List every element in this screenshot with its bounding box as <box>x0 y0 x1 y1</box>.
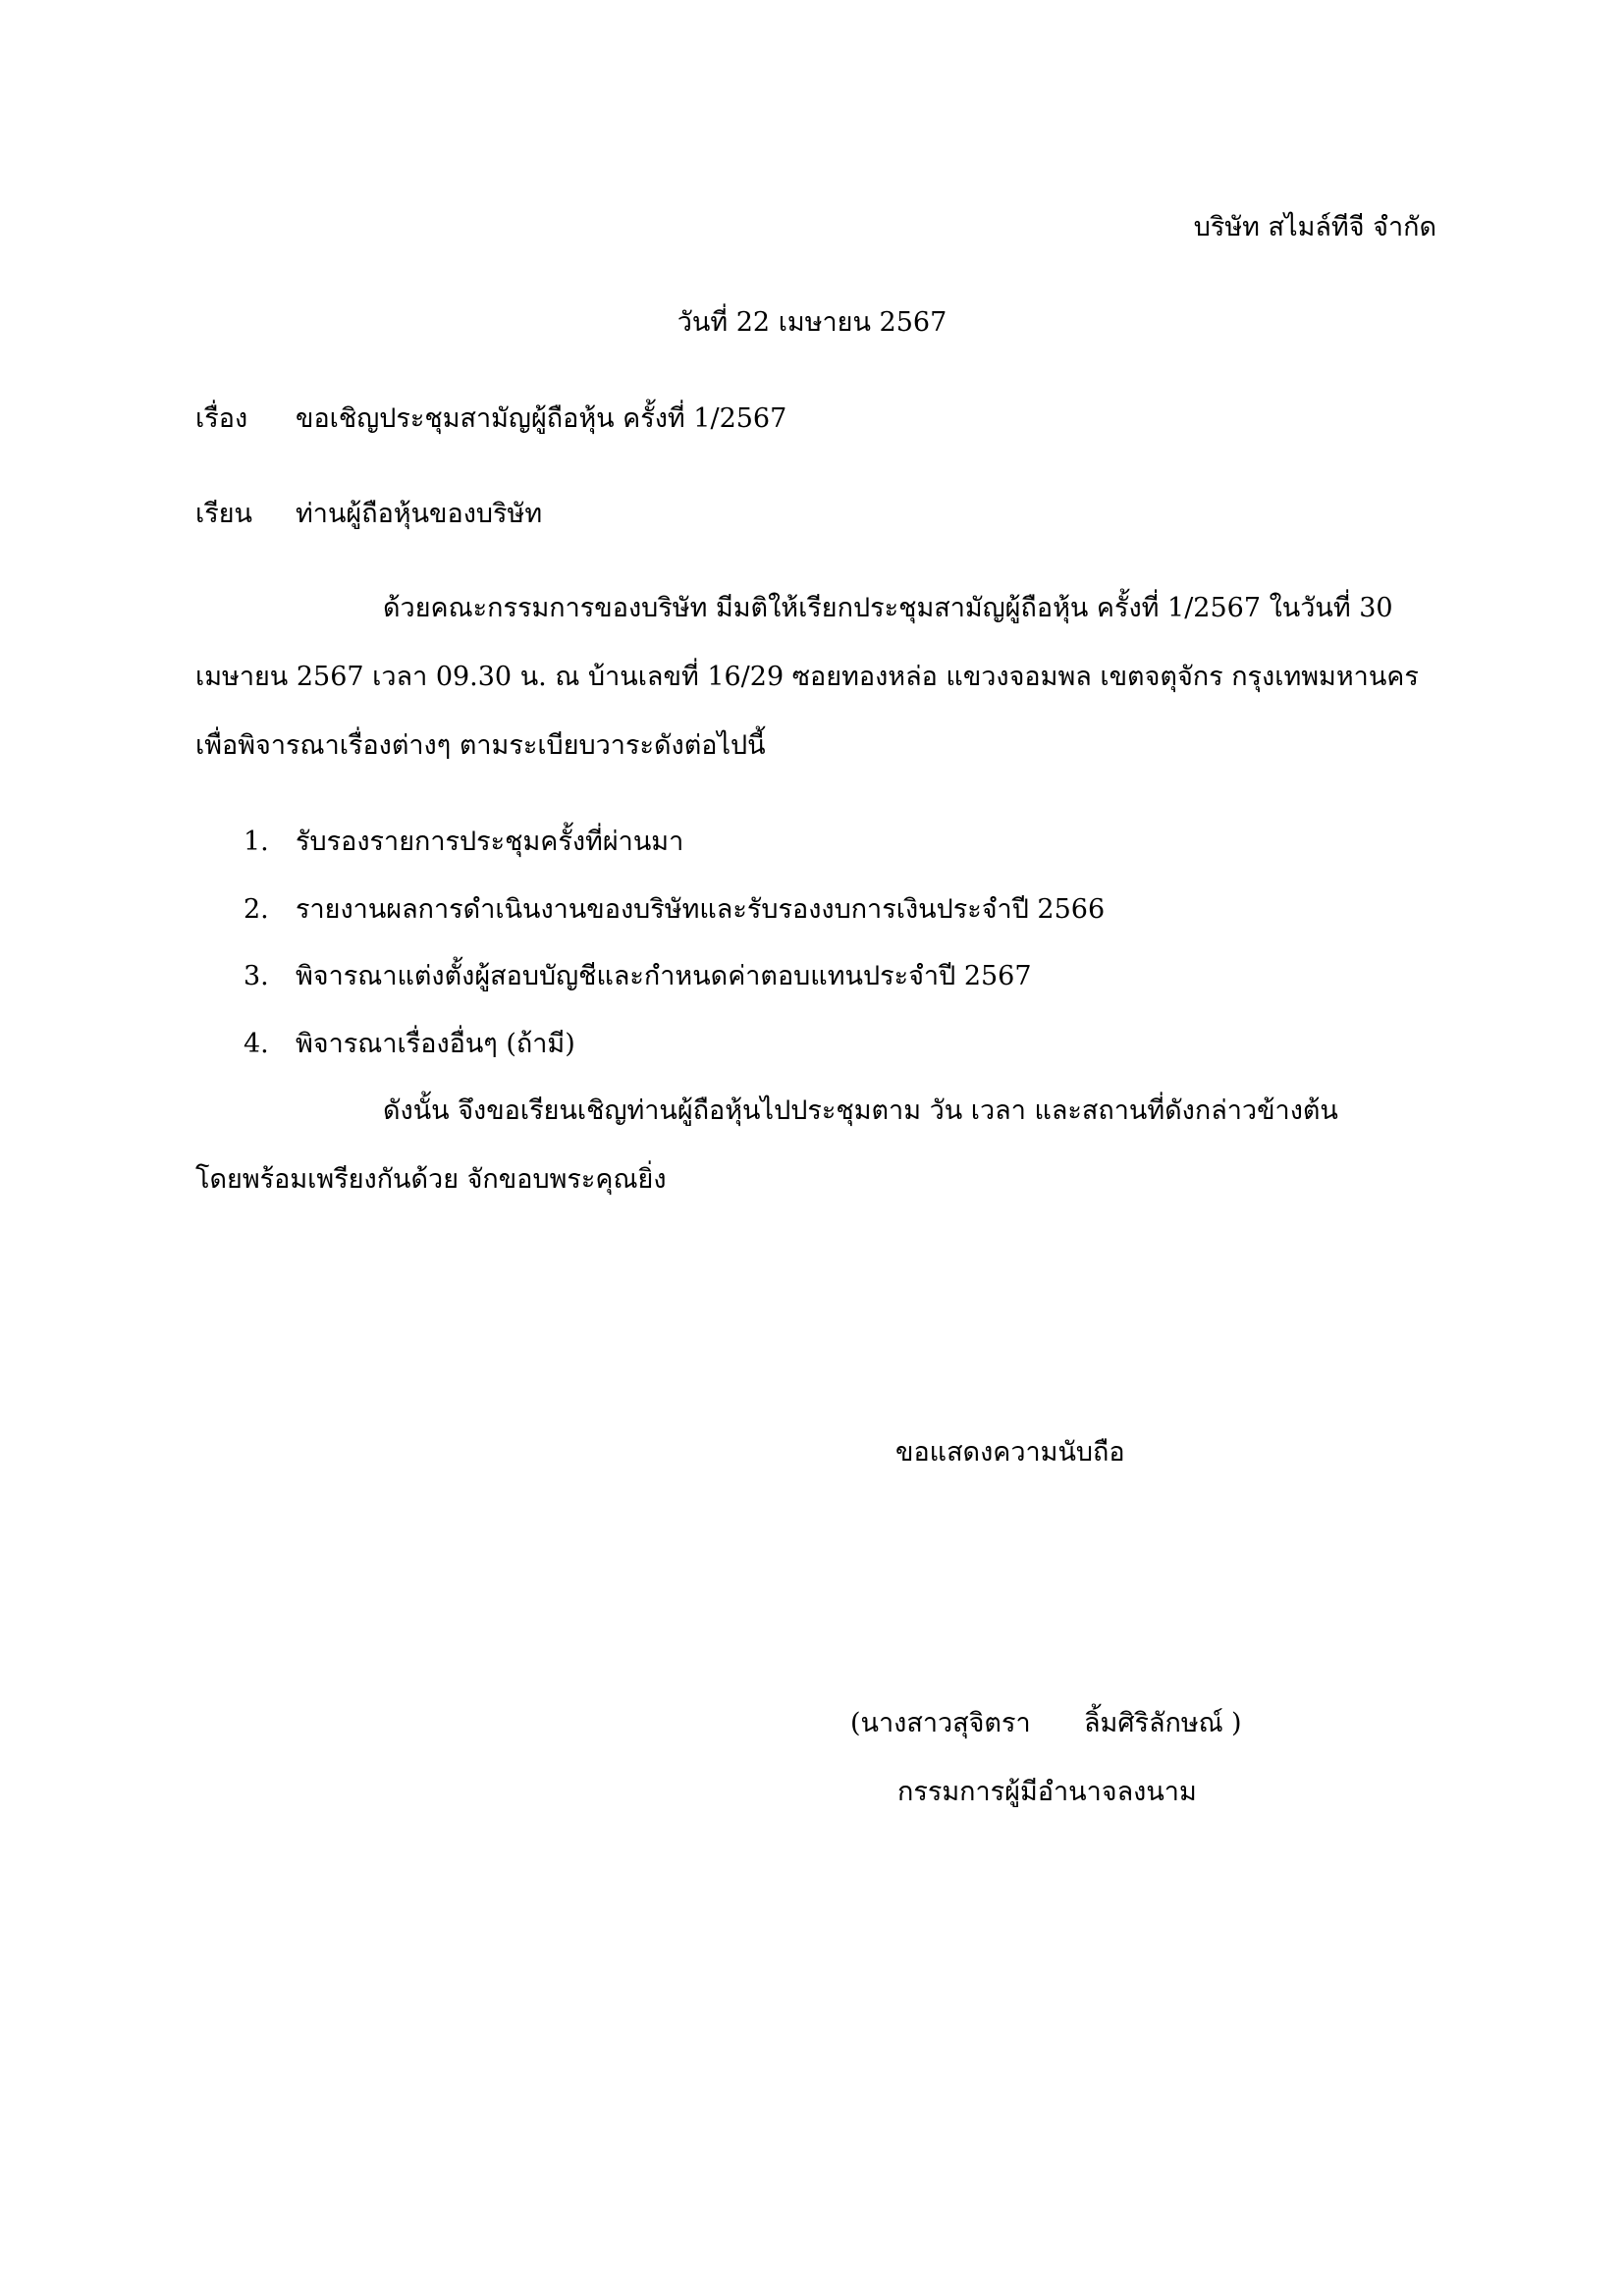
body-line: เพื่อพิจารณาเรื่องต่างๆ ตามระเบียบวาระดังต่อไปนี้ <box>195 730 766 761</box>
agenda-item-number: 1. <box>244 827 269 857</box>
closing-line: ดังนั้น จึงขอเรียนเชิญท่านผู้ถือหุ้นไปประชุมตาม วัน เวลา และสถานที่ดังกล่าวข้างต้น <box>383 1095 1338 1126</box>
subject-text: ขอเชิญประชุมสามัญผู้ถือหุ้น ครั้งที่ 1/2567 <box>296 403 787 434</box>
agenda-item-number: 4. <box>244 1029 269 1059</box>
closing-line: โดยพร้อมเพรียงกันด้วย จักขอบพระคุณยิ่ง <box>195 1164 667 1195</box>
signer-close-paren: ) <box>1231 1708 1242 1738</box>
subject-label: เรื่อง <box>195 403 248 434</box>
signer-title: กรรมการผู้มีอำนาจลงนาม <box>897 1777 1197 1807</box>
agenda-item-text: พิจารณาเรื่องอื่นๆ (ถ้ามี) <box>296 1029 575 1059</box>
agenda-item-number: 3. <box>244 961 269 991</box>
agenda-item-text: รายงานผลการดำเนินงานของบริษัทและรับรองงบการเงินประจำปี 2566 <box>296 894 1106 925</box>
company-name: บริษัท สไมล์ทีจี จำกัด <box>1193 212 1436 242</box>
recipient-label: เรียน <box>195 499 253 529</box>
recipient-text: ท่านผู้ถือหุ้นของบริษัท <box>296 499 543 529</box>
regards-text: ขอแสดงความนับถือ <box>895 1437 1125 1468</box>
body-line: เมษายน 2567 เวลา 09.30 น. ณ บ้านเลขที่ 16/29 ซอยทองหล่อ แขวงจอมพล เขตจตุจักร กรุงเทพมหานคร <box>195 662 1419 692</box>
agenda-item-text: รับรองรายการประชุมครั้งที่ผ่านมา <box>296 827 684 857</box>
agenda-item-text: พิจารณาแต่งตั้งผู้สอบบัญชีและกำหนดค่าตอบแทนประจำปี 2567 <box>296 961 1032 991</box>
letter-date: วันที่ 22 เมษายน 2567 <box>677 307 947 338</box>
signer-name: (นางสาวสุจิตรา <box>850 1708 1031 1738</box>
body-line: ด้วยคณะกรรมการของบริษัท มีมติให้เรียกประชุมสามัญผู้ถือหุ้น ครั้งที่ 1/2567 ในวันที่ 30 <box>383 593 1393 623</box>
signer-surname: ลิ้มศิริลักษณ์ <box>1084 1708 1223 1738</box>
agenda-item-number: 2. <box>244 894 269 925</box>
